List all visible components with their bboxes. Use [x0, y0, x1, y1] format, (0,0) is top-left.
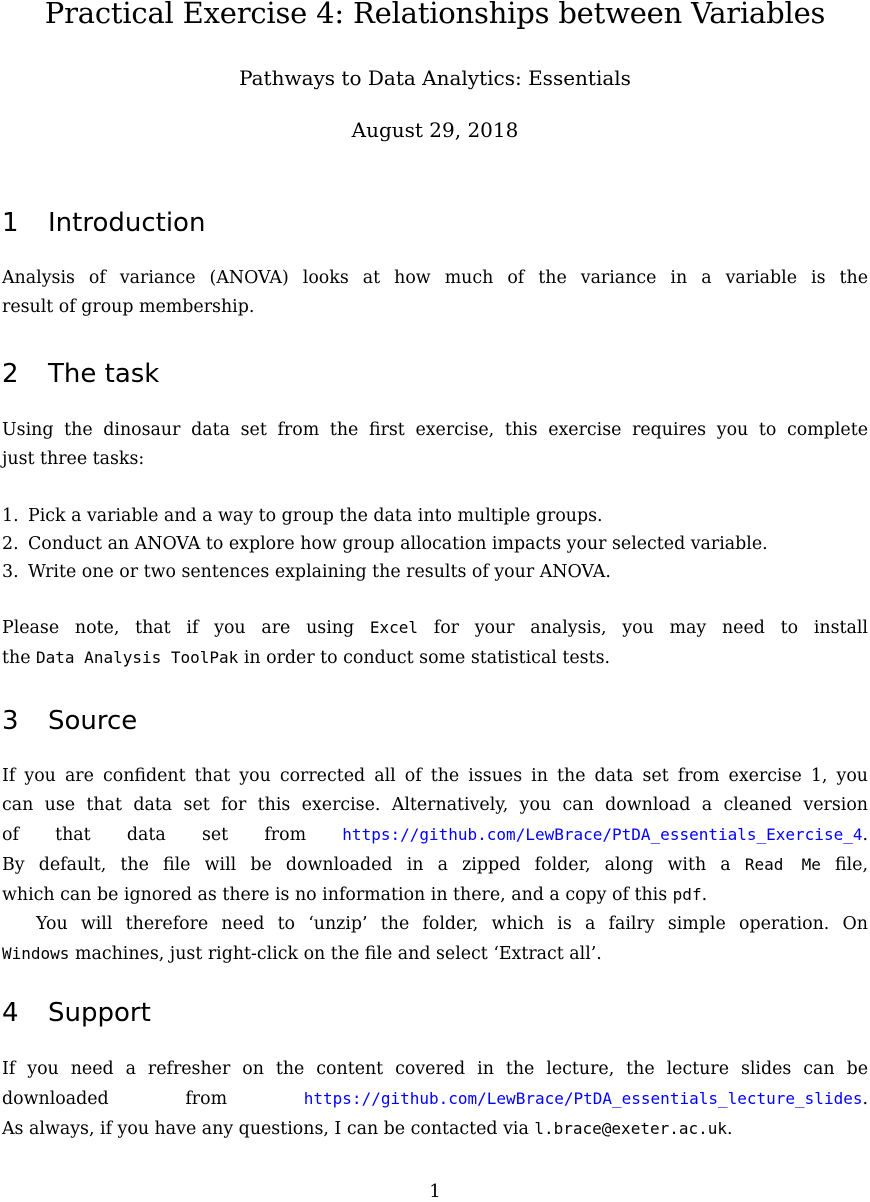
text-run: .	[701, 885, 708, 905]
paragraph-line	[2, 1084, 868, 1114]
list-item-text: Write one or two sentences explaining the results of your ANOVA.	[28, 562, 611, 582]
list-item	[2, 502, 868, 530]
text-run: Please note, that if you are using	[2, 618, 370, 638]
text-run: machines, just right-click on the file and select ‘Extract all’.	[69, 944, 602, 964]
section-title: Source	[48, 706, 138, 736]
list-item	[2, 558, 868, 586]
paragraph-line: If you are confident that you corrected all of the issues in the data set from exercise 1, you	[2, 766, 868, 786]
text-run: .	[727, 1119, 733, 1139]
paragraph-line	[2, 850, 868, 880]
toolpak-code: Data Analysis ToolPak	[36, 648, 239, 667]
paragraph-line	[2, 643, 868, 673]
page-number: 1	[429, 1181, 441, 1202]
list-item	[2, 530, 868, 558]
lecture-slides-link[interactable]: https://github.com/LewBrace/PtDA_essentials_lecture_slides	[303, 1089, 863, 1108]
text-run: of that data set from	[2, 825, 343, 845]
list-item-number: 1.	[2, 506, 19, 526]
paragraph-line: Analysis of variance (ANOVA) looks at how much of the variance in a variable is the	[2, 268, 868, 288]
section-title: Introduction	[48, 208, 206, 238]
text-run: As always, if you have any questions, I can be contacted via	[2, 1119, 535, 1139]
section-heading-source	[2, 706, 137, 736]
excel-code: Excel	[369, 618, 419, 637]
text-run: .	[862, 1089, 868, 1109]
paragraph-line	[2, 613, 868, 643]
section-title: Support	[48, 998, 151, 1028]
paragraph-line	[2, 939, 868, 969]
section-title: The task	[48, 359, 160, 389]
contact-email[interactable]: l.brace@exeter.ac.uk	[534, 1119, 728, 1138]
text-run: downloaded from	[2, 1089, 304, 1109]
pdf-code: pdf	[672, 885, 702, 904]
document-date: August 29, 2018	[351, 118, 519, 142]
support-paragraph	[2, 1055, 868, 1144]
text-run: By default, the file will be downloaded in a zipped folder, along with a	[2, 855, 745, 875]
paragraph-line: can use that data set for this exercise. Alternatively, you can download a cleaned version	[2, 795, 868, 815]
list-item-number: 3.	[2, 562, 19, 582]
task-note-paragraph	[2, 613, 868, 673]
list-item-text: Conduct an ANOVA to explore how group allocation impacts your selected variable.	[28, 534, 768, 554]
paragraph-line	[2, 880, 868, 910]
paragraph-line	[2, 1114, 868, 1144]
text-run: the	[2, 648, 37, 668]
windows-code: Windows	[2, 944, 70, 963]
section-number: 4	[2, 998, 19, 1028]
task-intro-paragraph	[2, 416, 868, 474]
readme-code: Read Me	[744, 855, 821, 874]
text-run: in order to conduct some statistical tests.	[238, 648, 611, 668]
paragraph-line	[2, 820, 868, 850]
section-heading-the-task	[2, 359, 159, 389]
exercise-data-link[interactable]: https://github.com/LewBrace/PtDA_essentials_Exercise_4	[342, 825, 863, 844]
section-number: 2	[2, 359, 19, 389]
section-number: 1	[2, 208, 19, 238]
list-item-text: Pick a variable and a way to group the data into multiple groups.	[28, 506, 603, 526]
task-list	[2, 502, 868, 586]
text-run: which can be ignored as there is no information in there, and a copy of this	[2, 885, 673, 905]
source-paragraph	[2, 762, 868, 969]
section-number: 3	[2, 706, 19, 736]
paragraph-line: result of group membership.	[2, 297, 255, 317]
list-item-number: 2.	[2, 534, 19, 554]
text-run: file,	[820, 855, 868, 875]
paragraph-line: Using the dinosaur data set from the first exercise, this exercise requires you to complete	[2, 420, 868, 440]
paragraph-line: If you need a refresher on the content covered in the lecture, the lecture slides can be	[2, 1059, 868, 1079]
document-subtitle: Pathways to Data Analytics: Essentials	[239, 66, 631, 90]
text-run: .	[862, 825, 868, 845]
introduction-paragraph	[2, 264, 868, 322]
section-heading-introduction	[2, 208, 205, 238]
paragraph-line: just three tasks:	[2, 449, 145, 469]
paragraph-line: You will therefore need to ‘unzip’ the folder, which is a failry simple operation. On	[36, 914, 868, 934]
document-title: Practical Exercise 4: Relationships between Variables	[44, 0, 826, 30]
section-heading-support	[2, 998, 151, 1028]
text-run: for your analysis, you may need to install	[418, 618, 868, 638]
